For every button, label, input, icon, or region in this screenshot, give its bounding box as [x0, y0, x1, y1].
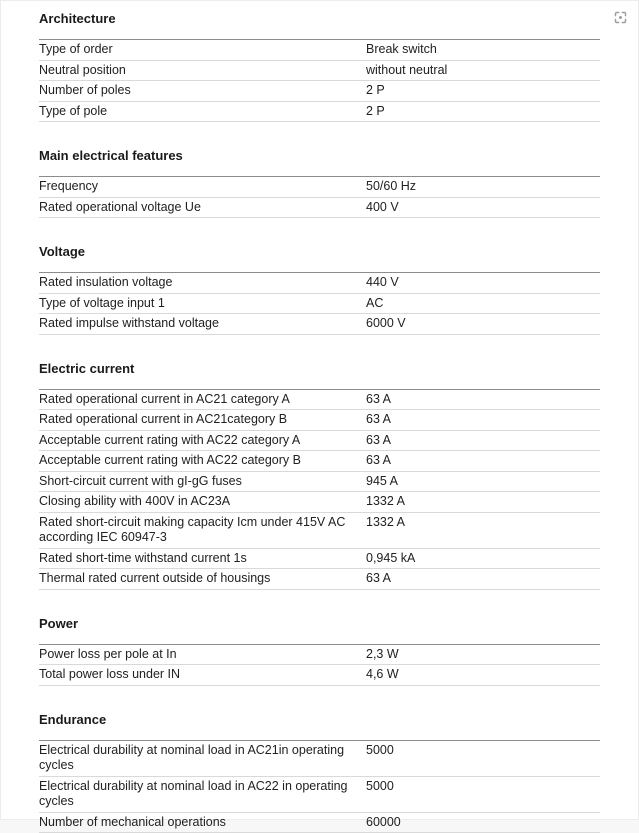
section-title: Main electrical features [39, 148, 600, 163]
spec-section [39, 616, 600, 686]
spec-row [39, 451, 600, 472]
spec-table [39, 272, 600, 335]
spec-value: AC [366, 296, 600, 312]
spec-label: Closing ability with 400V in AC23A [39, 494, 366, 510]
spec-value: 2 P [366, 104, 600, 120]
spec-row [39, 61, 600, 82]
spec-value: 440 V [366, 275, 600, 291]
spec-label: Rated insulation voltage [39, 275, 366, 291]
spec-row [39, 569, 600, 590]
spec-value: 5000 [366, 743, 600, 759]
spec-row [39, 431, 600, 452]
section-title: Voltage [39, 244, 600, 259]
spec-table [39, 389, 600, 590]
spec-label: Rated short-time withstand current 1s [39, 551, 366, 567]
spec-label: Number of mechanical operations [39, 815, 366, 831]
spec-value: 6000 V [366, 316, 600, 332]
spec-label: Type of order [39, 42, 366, 58]
spec-row [39, 294, 600, 315]
fullscreen-button[interactable] [611, 8, 629, 26]
section-title: Endurance [39, 712, 600, 727]
spec-row [39, 472, 600, 493]
spec-label: Acceptable current rating with AC22 category B [39, 453, 366, 469]
spec-table [39, 644, 600, 686]
spec-row [39, 492, 600, 513]
spec-label: Rated operational current in AC21 category A [39, 392, 366, 408]
section-title: Power [39, 616, 600, 631]
spec-row [39, 314, 600, 335]
spec-label: Rated operational voltage Ue [39, 200, 366, 216]
spec-value: 945 A [366, 474, 600, 490]
spec-table [39, 176, 600, 218]
spec-value: 63 A [366, 433, 600, 449]
spec-label: Frequency [39, 179, 366, 195]
spec-row [39, 513, 600, 549]
spec-label: Electrical durability at nominal load in AC21in operating cycles [39, 743, 366, 774]
spec-row [39, 741, 600, 777]
spec-label: Total power loss under IN [39, 667, 366, 683]
spec-label: Rated short-circuit making capacity Icm under 415V AC according IEC 60947-3 [39, 515, 366, 546]
spec-value: 4,6 W [366, 667, 600, 683]
spec-value: 2 P [366, 83, 600, 99]
spec-value: 5000 [366, 779, 600, 795]
spec-row [39, 40, 600, 61]
spec-value: 63 A [366, 412, 600, 428]
spec-row [39, 777, 600, 813]
spec-value: 63 A [366, 571, 600, 587]
spec-row [39, 81, 600, 102]
spec-section [39, 712, 600, 833]
spec-value: 0,945 kA [366, 551, 600, 567]
spec-row [39, 645, 600, 666]
spec-table [39, 39, 600, 122]
spec-value: without neutral [366, 63, 600, 79]
spec-label: Type of pole [39, 104, 366, 120]
spec-label: Rated operational current in AC21category B [39, 412, 366, 428]
spec-section [39, 361, 600, 590]
spec-row [39, 665, 600, 686]
spec-value: Break switch [366, 42, 600, 58]
spec-value: 50/60 Hz [366, 179, 600, 195]
spec-row [39, 549, 600, 570]
spec-value: 63 A [366, 453, 600, 469]
spec-label: Power loss per pole at In [39, 647, 366, 663]
spec-label: Electrical durability at nominal load in AC22 in operating cycles [39, 779, 366, 810]
spec-value: 1332 A [366, 494, 600, 510]
spec-row [39, 390, 600, 411]
spec-value: 1332 A [366, 515, 600, 531]
spec-section [39, 148, 600, 218]
section-title: Electric current [39, 361, 600, 376]
spec-label: Acceptable current rating with AC22 category A [39, 433, 366, 449]
spec-section [39, 244, 600, 335]
fullscreen-icon [613, 10, 628, 25]
spec-label: Type of voltage input 1 [39, 296, 366, 312]
spec-value: 63 A [366, 392, 600, 408]
spec-row [39, 273, 600, 294]
spec-label: Thermal rated current outside of housings [39, 571, 366, 587]
spec-row [39, 813, 600, 833]
spec-label: Neutral position [39, 63, 366, 79]
spec-label: Rated impulse withstand voltage [39, 316, 366, 332]
spec-value: 60000 [366, 815, 600, 831]
spec-label: Short-circuit current with gI-gG fuses [39, 474, 366, 490]
spec-row [39, 177, 600, 198]
spec-section [39, 11, 600, 122]
spec-value: 400 V [366, 200, 600, 216]
spec-sections-container [1, 1, 638, 833]
spec-row [39, 410, 600, 431]
spec-label: Number of poles [39, 83, 366, 99]
spec-table [39, 740, 600, 833]
spec-row [39, 198, 600, 219]
spec-value: 2,3 W [366, 647, 600, 663]
section-title: Architecture [39, 11, 600, 26]
spec-row [39, 102, 600, 123]
